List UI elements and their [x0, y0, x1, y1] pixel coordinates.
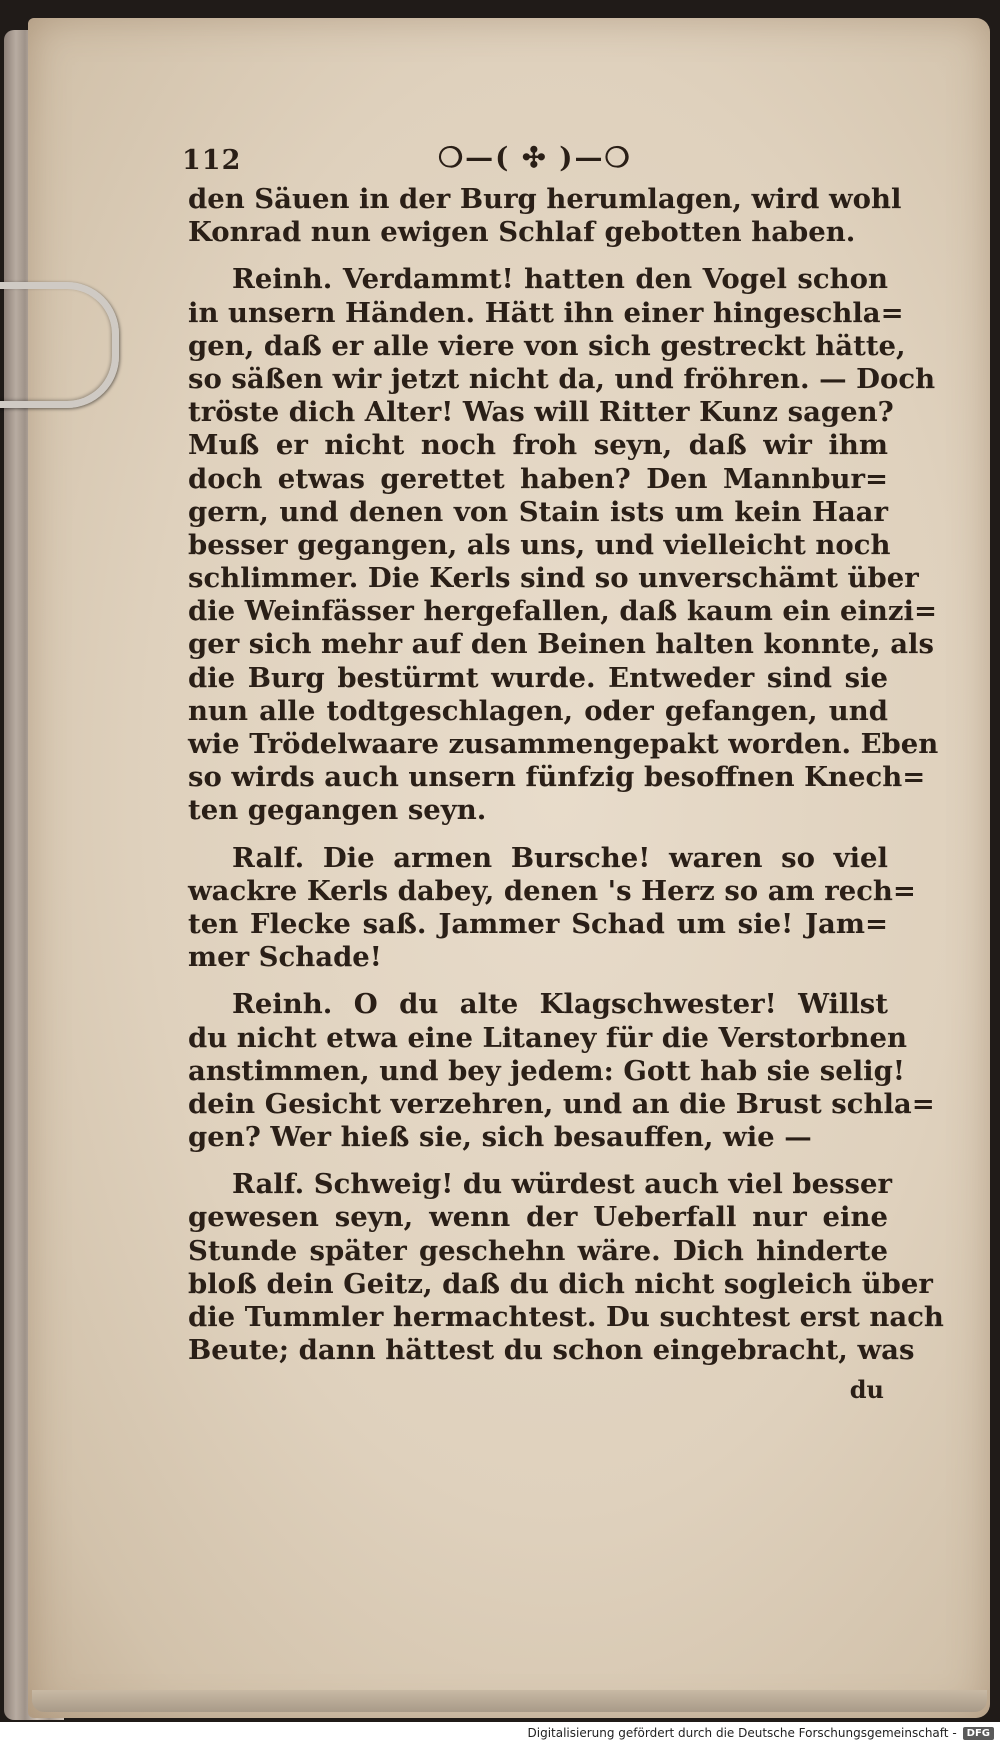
page-header [182, 135, 888, 183]
text-line: Muß er nicht noch froh seyn, daß wir ihm [188, 429, 888, 462]
text-line: ten gegangen seyn. [188, 794, 487, 827]
text-line: gern, und denen von Stain ists um kein Haar [188, 495, 888, 528]
text-line: Ralf. Die armen Bursche! waren so viel [232, 841, 888, 874]
text-line: wackre Kerls dabey, denen 's Herz so am rech= [188, 874, 916, 907]
text-line: bloß dein Geitz, daß du dich nicht sogleich über [188, 1267, 933, 1300]
text-line: schlimmer. Die Kerls sind so unverschämt über [188, 562, 919, 595]
text-line: den Säuen in der Burg herumlagen, wird wohl [188, 183, 902, 215]
text-line: Stunde später geschehn wäre. Dich hinderte [188, 1234, 888, 1267]
footer-bar [0, 1722, 1000, 1744]
text-line: doch etwas gerettet haben? Den Mannbur= [188, 462, 888, 495]
text-line: du nicht etwa eine Litaney für die Verstorbnen [188, 1021, 908, 1054]
text-line: besser gegangen, als uns, und vielleicht noch [188, 528, 891, 561]
text-line: gewesen seyn, wenn der Ueberfall nur eine [188, 1201, 888, 1234]
page-number: 112 [182, 145, 242, 176]
text-line: die Weinfässer hergefallen, daß kaum ein einzi= [188, 595, 937, 628]
text-line: Ralf. Schweig! du würdest auch viel besser [232, 1168, 893, 1201]
text-line: gen, daß er alle viere von sich gestreckt hätte, [188, 329, 906, 362]
text-line: ger sich mehr auf den Beinen halten konnte, als [188, 628, 934, 661]
text-line: anstimmen, und bey jedem: Gott hab sie selig! [188, 1054, 905, 1087]
text-line: mer Schade! [188, 941, 382, 974]
text-block [182, 135, 944, 1405]
footer-credit: Digitalisierung gefördert durch die Deutsche Forschungsgemeinschaft - [527, 1726, 957, 1740]
dfg-logo: DFG [963, 1727, 994, 1740]
header-ornament: ❍—( ✣ )—❍ [438, 141, 632, 174]
text-line: dein Gesicht verzehren, und an die Brust schla= [188, 1087, 935, 1120]
text-line: so säßen wir jetzt nicht da, und fröhren. — Doch [188, 362, 936, 395]
text-line: ten Flecke saß. Jammer Schad um sie! Jam= [188, 907, 888, 940]
text-line: tröste dich Alter! Was will Ritter Kunz sagen? [188, 396, 894, 429]
text-line: wie Trödelwaare zusammengepakt worden. Eben [188, 728, 939, 760]
text-line: Reinh. Verdammt! hatten den Vogel schon [232, 263, 888, 296]
text-line: Konrad nun ewigen Schlaf gebotten haben. [188, 216, 856, 249]
text-line: in unsern Händen. Hätt ihn einer hingeschla= [188, 296, 904, 329]
text-line: die Tummler hermachtest. Du suchtest erst nach [188, 1301, 944, 1333]
catchword: du [849, 1375, 884, 1405]
page-bottom-edge [32, 1690, 987, 1712]
text-line: die Burg bestürmt wurde. Entweder sind sie [188, 661, 888, 694]
text-line: gen? Wer hieß sie, sich besauffen, wie — [188, 1121, 812, 1154]
text-line: so wirds auch unsern fünfzig besoffnen Knech= [188, 761, 926, 794]
text-line: nun alle todtgeschlagen, oder gefangen, und [188, 694, 888, 727]
text-line: Beute; dann hättest du schon eingebracht, was [188, 1334, 915, 1367]
text-line: Reinh. O du alte Klagschwester! Willst [232, 988, 888, 1021]
paper-clip [0, 282, 119, 408]
